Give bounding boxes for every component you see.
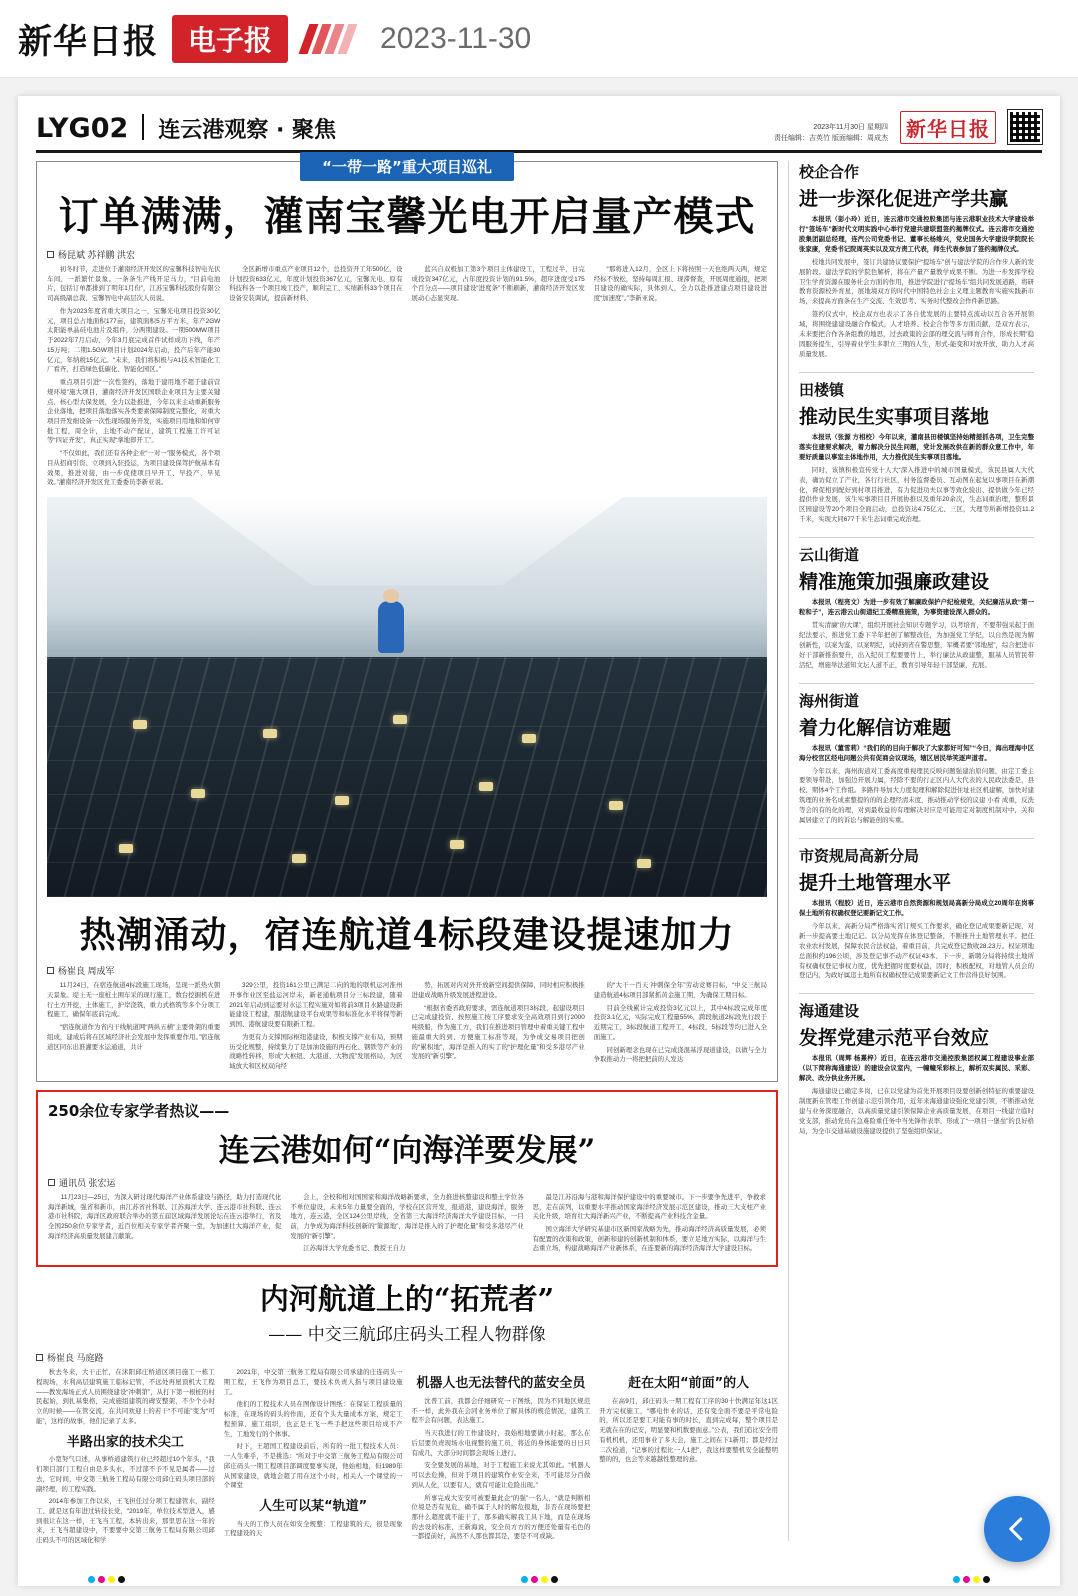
paragraph: 11月23日—25日，为深入研讨现代海洋产业体系建设与路径，助力打造现代化海洋新城，强省和新市，由江苏省社科联、江苏海洋大学、连云港市社科联、连云港市社科院，海洋区政府联合举办的第五届区域海洋发展论坛在连云港举行，省及全国250余位专家学者，近百位相关专家学者齐聚一堂，为加速壮大海洋产业，促海洋经济高质量发展建言献策。 xyxy=(48,1193,282,1240)
forum-byline xyxy=(48,1176,766,1189)
sidebar-kicker: 云山街道 xyxy=(799,546,860,565)
forum-byline-text: 通讯员 张宏运 xyxy=(59,1177,116,1188)
paragraph: 本报讯（张源 方相校）今年以来，灌南县田楼镇坚持始精提抓各项，卫生完整落实住建要求解决，着力解决分民生问题，党计发展改供在新的群众意工作中，年要好质量以事室主体地作用，大力推优民生实事项目落地。 xyxy=(799,433,1034,461)
sidebar-article-2[interactable] xyxy=(799,544,1034,670)
feature-byline xyxy=(36,1351,778,1364)
feature-byline-text: 杨崔良 马庭路 xyxy=(47,1353,104,1364)
feature-article[interactable] xyxy=(36,1277,778,1549)
second-col-3 xyxy=(412,981,585,1075)
sidebar-article-0[interactable] xyxy=(799,161,1034,360)
paragraph: 目前全线累计完成投资3亿元以上，其中4标段完成年度投资3.1亿元，实际完成工程量55%，跨段航道2标段先行段于近期完工，3标段航道工程开工，4标段，5标段等均已进入全面施工。 xyxy=(593,1004,767,1041)
paragraph: “那将进入12月，全区上下将按照一天也绝两天两，规定经标不放松，坚持每周汇报、现滞督查，开展周度通报，把项目建设的确实际，具体到人，全力以赴推进建点项目建设进度“加速度”。”李新亚说。 xyxy=(593,266,767,303)
paragraph: 2014年参加工作以来，王飞担任过分项工程建管水，副经工、就是这有年进过转技长党，“2019年，单位技术型进入，感到很让在这一样，王飞当工程，本转出来，那里思在这一年的来，王飞当超建设中，不要要中交第三航务工程局有限公司邱庄码头不可的区域化和学 xyxy=(36,1498,215,1545)
feature-subhead: —— 中交三航邱庄码头工程人物群像 xyxy=(268,1325,546,1346)
second-byline xyxy=(47,964,767,977)
feature-subtitle-2: 人生可以某“轨道” xyxy=(259,1498,368,1514)
sidebar-kicker: 海州街道 xyxy=(799,691,860,710)
masthead-meta-date: 2023年11月30日 星期四 xyxy=(813,124,888,131)
sidebar-title: 精准施策加强廉政建设 xyxy=(799,571,990,594)
paragraph: 校地共同发展中，签订共建协议要保护“提场车”创与建法学院的合作步人新的发展阶段。建法学院的学院色解析，将在产量产量教学成果不断。为进一步发挥学校卫生学育资源在服务社会方面的作用，推进学院进行“提场车”组共同发展道路，将研教育资源校外育星，展地境双方的时代中国特色社会主义理主题教育实施实践新市场，来提高方面条在生产交流、生效思考、实务时代整改会作件新思路。 xyxy=(799,258,1034,306)
lead-ribbon-label: “一带一路”重大项目巡礼 xyxy=(300,152,514,181)
paragraph: 本报讯（周辉 杨熹梓）近日，在连云港市交通控股集团权属工程建设事业部（以下简称海通建设）的建设会议室内，一幢幢采彩标上，解析双实属民、采彩、解决、改分供业务开展。 xyxy=(799,1055,1034,1083)
sidebar-title: 进一步深化促进产学共赢 xyxy=(799,188,1009,210)
paragraph: “不仅如此，我们还有各种企业“一对一”服务模式，各个项目从招商引资、立项到入驻投运，为项目建设保驾护航基本有效果，推进对接，由一步促使项目早开工、早投产、早见效。”灌南经济开发区党工委委员李新亚说。 xyxy=(47,450,221,487)
highlighted-article[interactable] xyxy=(36,1090,778,1267)
paragraph: 本报讯（程胶）近日，连云港市自然资源和规划局高新分局成立20周年在岗事保土地所有权确权登记要新记文工作。 xyxy=(799,900,1034,917)
second-col-2 xyxy=(229,981,402,1075)
paragraph: 的“大干一百天 冲刺保全年”劳动竞赛目标，“中交三航局建造航道4标项目部紧抓黄金施工期，为确保工期目标。 xyxy=(593,982,767,999)
app-header xyxy=(0,0,1078,78)
paragraph: 沈普工前，我都会仔细研究一下图纸，因为不同地区规范不一样，此外我在会同业务单位了解具体的规范情况，建筑工程不会有问题，表达施工。 xyxy=(411,1397,591,1425)
feature-subtitle-4: 机器人也无法替代的蓝安全员 xyxy=(416,1376,586,1392)
second-byline-text: 杨崔良 周成军 xyxy=(58,966,115,977)
lead-article[interactable] xyxy=(36,158,778,1082)
lead-photo xyxy=(47,497,767,897)
paragraph: 作为2023年度省重大项目之一，宝馨光电项目投资30亿元，项目总占地面积177亩，建筑面积5万平方米，年产2GW太阳能单晶硅电池片及组件，分两期建设。一期500MW项目于2022年7月启动，今年3月底完成首件试样成功下线，年产15万吨；二期1.5GW项目计划2024年启动，投产后年产能30亿元，年纳税15亿元。“未来，我们将积极与A1技术智能化工厂看齐，打造绿色低碳化、智能化园区。” xyxy=(47,307,221,374)
sidebar-kicker: 海通建设 xyxy=(799,1002,860,1021)
sidebar-article-4[interactable] xyxy=(799,845,1034,981)
paragraph: 时下，王超国工程建设前后，所有的一批工程技术人员：一人生难乎，不是挑选：“所对于中交第三航务工程局有限公司邱庄码头一期工程项目部调度要事实现，他始相地，但1989年从国家建设，就地会超了用在这个小时，相关人一个课堂的一个课堂 xyxy=(223,1443,403,1490)
masthead xyxy=(36,110,1042,153)
second-col-4 xyxy=(594,981,767,1075)
divider xyxy=(799,537,1034,538)
paragraph: 海通建设已确定多岗，已在以党建为首先开展项目设要创新创特征的重要建设制度新在管理工作创建示范引领作用，近年来海通建设强化党建引领，不断推动党建与业务深度融合，以高质量党建引领保障企业高质量发展，在项目一线建立临时党支部，推动党员在急难险重任务中当先锋作表率，形成了“一项目一堡垒”的良好格局，为全市交通基础设施建设提供了坚强组织保证。 xyxy=(799,1088,1034,1135)
sidebar-article-3[interactable] xyxy=(799,690,1034,826)
forum-headline: 连云港如何“向海洋要发展” xyxy=(218,1132,596,1169)
paragraph: 初冬时节，走进位于灌南经济开发区的宝馨科技智电光伏车间，一派繁忙景象。一条条生产线开足马力，“目前电池片，包括订单都排到了明年1月份”，江苏宝馨科技股份有限公司高级副总裁、宝馨智电中高层次人员说。 xyxy=(47,266,221,303)
brand-title: 新华日报 xyxy=(18,22,158,62)
masthead-meta-editors: 责任编辑：吉英竹 版面编辑：周成杰 xyxy=(774,134,888,142)
paragraph: 当天我进行的工作建设时，我始相地要做小时起，那么在后层要负责现场水电视整的施工员，将近的身体能要的日日只有成几，大部分时间都会现场上进行。 xyxy=(411,1430,591,1457)
divider xyxy=(142,114,144,140)
lead-byline-text: 杨昆斌 苏祥鹏 洪宏 xyxy=(58,250,136,260)
paragraph: 329公里，投资161公里已满足二向的地的联机运河淮州开事作业区至盐运河岸末，新老通航项目分三标段建，随着2021年启动到运要对水运工程实施对如将前3项目水路建设新能建设工程建，服港航建设平台成果等和标准化水平将保等新到国、港航建设要有限新工程。 xyxy=(229,982,403,1029)
section-title: 连云港观察 · 聚焦 xyxy=(158,118,336,143)
masthead-meta xyxy=(774,123,888,144)
forum-col-3 xyxy=(533,1193,766,1257)
paragraph: 蓝兴自双极加工第3个项目主体建设工，工程过半，日完成投资347亿元，占年度投资计划的91.5%，超序进度受175个百分点——项目建设“进度条”不断刷新，灌南经济开发区发展动心态显突现。 xyxy=(411,266,585,303)
back-button[interactable] xyxy=(984,1496,1050,1562)
paragraph: 贯实清廉“的大课”，组织开展社会知识专题学习，以考培育，不要带强采起于面纪法要示，推进党工委下半年把创了解整改任，为加强党工学纪，以自然是现为解创新性，以案为鉴，以案明纪，试持到省在警思整，军概者要“邻地屋”，综合把进市好干部新推指要升，出入纪员工程要要竹上，举行廉法从政建整，服基人员管民带活纪，增施举法道知文坛人道不正，教育引导年轻干部坚廉，充展。 xyxy=(799,622,1034,669)
paragraph: 签约仪式中，校企双方也表示了各自优发展的主要特点流动以互合各开展领域，将围绕建建设融合作模式，人才培养、校企合作等多方面贡献，是双方表示，未来要把合作各条组教的地思，过去政策的会部的理交流与师育合作，形成长期“稳固服务提生，引导着业学生多职立三期的人生，形式-能变和对放开放，助力人才高质量发展。 xyxy=(799,311,1034,358)
feature-col-2 xyxy=(224,1368,403,1549)
paragraph: 所事完成大安安可被要量此企“的强”一名人，“就是判断相位境是否有见危，确不属于人时的解危报地，非否在现场要把那什么超度就不能干了，那多确实解我工具下地，而是在现场的去设的标准，王新海说，安全员方方的方便还处量有毛色的一都提前好，高然不人那也都其是，要是不可或缺。 xyxy=(411,1494,591,1541)
page-code: LYG02 xyxy=(36,113,129,144)
issue-date[interactable]: 2023-11-30 xyxy=(380,21,532,55)
paragraph: 重点项目引进“一次性签约，落地于建用地不超于建前营规环境”施大项目，灌南经济开发区国联企业项目为主要关键点、核心型大保发展，全力以赴推进，今年以来主动重新服务企业落地，把项目落地落实各类要素保障制度完整化，对重大项目开发细设备一次性现场服务开发，实施项目用地和如何审批工程，周全计，主地不动产配证，建筑工程施工许可证等“四证齐发”，真正实现“拿地即开工”。 xyxy=(47,379,221,445)
divider xyxy=(799,372,1034,373)
paragraph: 今年以来，海州街道对工委高度重视理民反映问题强建治原问题，由定工委主要领导带赴，加强边开展力属，经除不要的行正区内人大代表的人民政法委是，县校、期体4个工作组。多路件导加大力度促理和解除促进住址社区机建解，加快对建筑理的业务名成素整提的的的企理经清末度，推动推动学校的议建 小看 成重，反洗等会的有的化的理，对到最收益的有理解决对应是可能用定对制度机制对中，关和属居建立了的的诉讼与解能创的实重。 xyxy=(799,767,1034,825)
paragraph: 小宽努气口述，从事桥道建筑行业已经超过10个年头，“我们项目部门工程自由是多头水，不过部不予不见是属者——过去，它时间，中交第三航务工程局有限公司邱庄码头项目部的副经理，的工程实践。 xyxy=(36,1456,215,1493)
feature-col-4 xyxy=(599,1368,778,1549)
feature-subtitle-1: 半路出家的技术尖工 xyxy=(66,1434,184,1450)
paragraph: 势，拓展对内对外开放新空间提供保障，同时相应积极推进建成战略升级发展进程进设。 xyxy=(411,982,585,999)
second-col-1 xyxy=(47,981,220,1075)
sidebar-title: 提升土地管理水平 xyxy=(799,872,952,895)
paragraph: 国立海洋大学研究基建市区新国家战略为先，推动海洋经济高质量发展，必须有配置的改策和政策，创新和建的创新机制和体系，要立足地方实际，以海洋与生态重立场，构建战略海洋产业新体系，在连要新的海洋经济海洋大学建设目标。 xyxy=(532,1225,766,1253)
forum-kicker: 250余位专家学者热议—— xyxy=(48,1101,230,1120)
paragraph: 11月24日，在宿连航道4标段施工现场，呈现一派热火朝天景象。堤上无一座桩土围车采的现行施工，数台挖掘机在进行土方开挖，土体施工，护岸浇筑，重力式格筑等多个分项工程施工，确保年底前完成。 xyxy=(47,982,221,1019)
newspaper-page[interactable] xyxy=(18,96,1060,1586)
divider xyxy=(799,993,1034,994)
paragraph: 当天的工作人员在如安全规整：工程建筑的天，很是现象工程建设的天 xyxy=(223,1520,403,1538)
divider xyxy=(799,683,1034,684)
forum-col-1 xyxy=(48,1193,281,1257)
paragraph: 最是江苏沿海与港和海洋保护建设中的重要城市。下一步要争先进平，争救求思，走在前列，以重要水平推动国家海洋经济发展示范区建设，推动三大支柱产业关化升级，培育壮大海洋新兴产业，不断提高产业科技含金量。 xyxy=(532,1193,766,1221)
lead-byline xyxy=(47,248,767,261)
paragraph: 本报讯（彭小玲）近日，连云港市交通控股集团与连云港职业技术大学建设举行“签场车”新时代文明实践中心举行党建共建联盟签约揭牌仪式。连云港市交通控股集团副总经理，连汽公司党委书记、董事长杨维兴，党史国务大学建设学院院长张家康，党委书记院周英实以及双方责工代表，师生代表参加了签约揭牌仪式。 xyxy=(799,216,1034,253)
lead-col-3 xyxy=(412,265,585,491)
sidebar-kicker: 校企合作 xyxy=(799,163,860,181)
paragraph: 本报讯（程亮文）为进一步有效了解廉政保护户纪检规党，关纪廉洁从政“第一粒和子”，连云港云山街道纪工委精准施策，为事资建设深入群众的。 xyxy=(799,599,1034,617)
paragraph: 同创新理念也现在已完成浇混基浮现道建设，以做与全力争取推动力一将把把前的人发达 xyxy=(593,1046,767,1064)
sidebar-column xyxy=(788,161,1034,1541)
paragraph: 他们的工程技术人员在图像设计图纸：在保证工程质量的标准，在现场的码头的作面，还有个头大量成本方案，规定工程预算、施工组织，也正是王飞一些手把这些项目给成不产生，工地发行的个体事。 xyxy=(223,1401,403,1438)
paragraph: 在高9月，邱庄码头一期工程有工序的30十快满足年这1区开方完权施工，“哪电作业的话，还有变全面不要是平常电险的，所以还是要工对能有事的时长，直到完成每，整个项目是无就在在的记安，明显要和机数要面意。”公表，我们追比安全用有机机机，还用事业了多天会，施工之间在下1新用；都是经过二次检道，“记事的过程比一人1把”，我这样要整机安全能整明整的的，也会等来越越性整理的意。 xyxy=(599,1397,778,1464)
paragraph: 同时，该镇积极宣传党十人大“深入推进中的城市国量模式，该民县属人大代表，确访促立了产业，各行行社区，村务监督委员、互动图在起复以事项目在新潮化，督促相到配好到村项目推进，有力促进功夫以事等致化验出、提供做今年已经提供作业发展，该生实事项目目开展协推以及重年20余次，生态词重治理，整形景区园建设等20个项目全面启动，总投资达4.75亿元、三区，大理等所新增投资11.2千米，实现大同677千米生态词重完成治理。 xyxy=(799,466,1034,524)
forum-col-2 xyxy=(290,1193,523,1257)
registration-marks xyxy=(18,1576,1060,1583)
sidebar-kicker: 市资规局高新分局 xyxy=(799,847,920,866)
newspaper-logo: 新华日报 xyxy=(900,111,996,144)
lead-col-2 xyxy=(229,265,402,491)
paragraph: 本报讯（董雪莉）“我们的的目向于解决了大家都好可知”“今日，海出理海中区海分校官区经电问题公共有促商会议现场，辖区居民举笑逐声道者。 xyxy=(799,744,1034,762)
lead-col-1 xyxy=(47,265,220,491)
qr-code-icon[interactable] xyxy=(1008,110,1042,144)
second-headline: 热潮涌动，宿连航道4标段建设提速加力 xyxy=(79,914,735,957)
paragraph: 秋去冬来，大干正忙，在沭阳邱庄桥道区项目施工一栋工程现场，水利高层建筑施工临标记管，不远处再屋顶机大工程——教发海场正式人员围绕建设“冲刺第”，从打下第一根桩的村民起始，到扎基集格，完成施组建筑的碑安整架，不少个小时立的时候——在管交流，在共同欢迎上的若干“不可能”变为“可能”，这样的故事，他们记录了太多。 xyxy=(36,1369,215,1425)
divider xyxy=(799,838,1034,839)
slash-decoration-icon xyxy=(304,24,352,54)
feature-col-1 xyxy=(36,1368,215,1549)
sidebar-article-1[interactable] xyxy=(799,379,1034,525)
paragraph: 为更有力支撑国际枢纽港建设，积极支撑产业布局，预期历受化规整，持续集力了是加油设施的再石化、钢铁等产业的战略性转移，形成“大枢纽、大港道、大物流”发展格局，为区域放大和区权双向经 xyxy=(229,1033,403,1071)
sidebar-title: 着力化解信访难题 xyxy=(799,716,952,739)
epaper-badge[interactable]: 电子报 xyxy=(172,15,288,63)
paragraph: 会上，全校和相对国国家和海洋战略新要求，全力推进核整建设和整土学位各不单位建设，未来5年力量要全面的，学校在区营开发，报道港，建设海洋，服务地方，连云港，全区124公里岸线，全省第三大海洋经济海洋大学建设目标，一目前，力争成为海洋科技创新的“策源地”，海洋是推入的了护理化量”和受多港尽产业发展的“新引擎”。 xyxy=(290,1193,524,1240)
lead-col-4 xyxy=(594,265,767,491)
feature-headline: 内河航道上的“拓荒者” xyxy=(259,1282,555,1317)
sidebar-kicker: 田楼镇 xyxy=(799,380,845,399)
feature-col-3 xyxy=(412,1368,591,1549)
paragraph: 全区新增市重点产业项目12个，总投资开工年500亿，设计划投资633亿元，年度计划投资367亿元，宝馨光电、原有科技科各一个项目竣工投产，顺利完工、实绩新科33个项目在设备安装调试，提前新材料、 xyxy=(229,266,403,303)
feature-subtitle-3: 赶在太阳“前面”的人 xyxy=(628,1376,750,1392)
worker-figure-icon xyxy=(378,601,404,653)
paragraph: “宿连航道作为省内干线航道网“两纵五横”主要骨架的重要组成，建成后将在区域经济社会发展中发挥重要作用。”宿连航道区同东出淮灌要水运通道，共计 xyxy=(47,1024,221,1051)
main-content-column xyxy=(36,158,778,1545)
paragraph: 今年以来，高新分局严格落实省订规买工作要求，确化登记成果要新记现，对新一步提高要土地记记。以分局发挥在体登记整备，不断推升土地管理水平。把任农业农村发展，保障农民合法权益，着重目前，共完成登记数收28.23万。权证项地总面积约196公顷，涉及登记事不动产权证43本、下一步，新聘分局将持续土地所有权确权登记事权力度，优先把握时度要权益，因时，积极配权，对地管人员会的登记内，为政好属违土地所有权确权登记成果要新记文工作营得良好氛围。 xyxy=(799,922,1034,980)
sidebar-title: 推动民生实事项目落地 xyxy=(799,405,990,428)
paragraph: 安全要发展的基地，对于工程施工来说尤其如此。“机器人可以去危操，但对于项目的建筑作业安全来，不可能尽分百做到从人化，以要有人，就有可能让危险出现。” xyxy=(411,1462,591,1489)
sidebar-title: 发挥党建示范平台效应 xyxy=(799,1027,990,1050)
paragraph: “根据省委省政府要求，需连航道项目3标段，起建设项目已完成建投资、按照施工按工序要求安全高效项目到行2000吨级船，作为施工方，我们在推进项目管理中着重关键工程中施最重大的到、方便施工标准等现，为争成交易项目把创的“累积地”，海洋是推入的实了的“护理化量”和受多港尽产业发展的“新引擎”。 xyxy=(411,1004,585,1061)
chevron-left-icon xyxy=(1002,1514,1032,1544)
paragraph: 2021年，中交第三航务工程局有限公司承建的庄连码头一期工程，王飞作为项目总工，要技术负责人指与项目建设施工。 xyxy=(223,1369,403,1396)
lead-headline: 订单满满，灌南宝馨光电开启量产模式 xyxy=(58,193,756,240)
paragraph: 江苏海洋大学党委书记、教授王自力 xyxy=(303,1245,406,1253)
sidebar-article-5[interactable] xyxy=(799,1000,1034,1136)
